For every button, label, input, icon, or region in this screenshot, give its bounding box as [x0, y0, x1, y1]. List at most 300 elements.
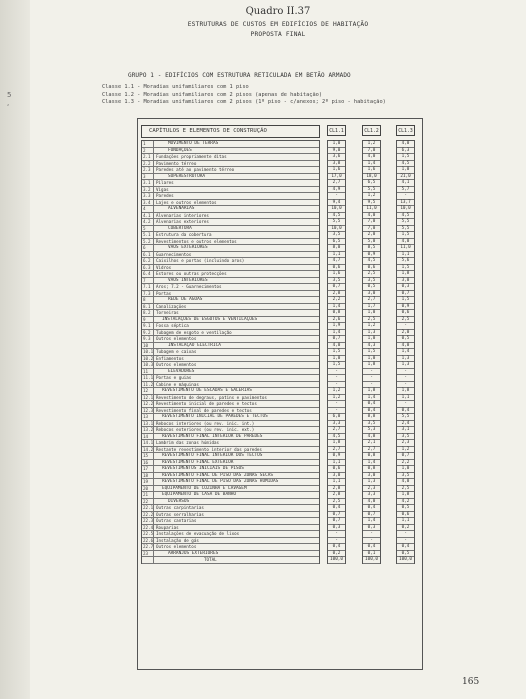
row-label: Fundações propriamente ditas — [156, 154, 227, 159]
row-label: Alvenarias exteriores — [156, 219, 209, 224]
row-label: Outros elementos — [156, 362, 197, 367]
row-code: 12 — [142, 388, 154, 394]
row-label: Paredes até ao pavimento térreo — [156, 167, 235, 172]
value-cell: 9,0 — [328, 148, 345, 155]
row-code: 6.2 — [142, 258, 154, 264]
value-cell: 4,0 — [363, 213, 380, 220]
row-label: REVESTIMENTO FINAL DE PISO DAS ZONAS SECAS — [162, 472, 274, 478]
value-cell: 0,2 — [397, 525, 414, 532]
value-cell: - — [363, 382, 380, 389]
row-label: REVESTIMENTO DE ESCADAS E GALERIAS — [162, 388, 252, 393]
value-cell: 3,5 — [328, 232, 345, 239]
row-label: ELEVADORES — [168, 368, 195, 374]
value-cell: 1,8 — [397, 388, 414, 395]
column-header: CL1.2 — [362, 125, 381, 136]
value-cell: 13,7 — [397, 200, 414, 207]
value-cell: - — [363, 531, 380, 538]
value-cell: 5,3 — [363, 427, 380, 434]
value-cells — [362, 140, 381, 564]
row-label: Revestimento final de paredes e tectos — [156, 407, 252, 413]
value-cell: 1,2 — [328, 388, 345, 395]
row-label: Torneiras — [156, 310, 179, 315]
value-cell: 2,8 — [328, 492, 345, 499]
value-cell: 18,0 — [363, 174, 380, 181]
value-cell: 1,0 — [397, 167, 414, 174]
value-cell: 1,0 — [363, 356, 380, 363]
value-cell: 2,2 — [328, 297, 345, 304]
value-cell: 0,3 — [397, 284, 414, 291]
value-cell: 1,7 — [363, 304, 380, 311]
row-code: 6.1 — [142, 252, 154, 258]
row-label: REVESTIMENTO FINAL EXTERIOR — [162, 459, 234, 465]
row-code: 22.5 — [143, 531, 154, 536]
value-cell: 6,3 — [397, 148, 414, 155]
value-cell: 4,0 — [397, 343, 414, 350]
value-cell: 7,0 — [363, 226, 380, 233]
quadro-label: Quadro II.37 — [245, 6, 311, 17]
row-label: REVESTIMENTOS INICIAIS DE PISOS — [162, 466, 244, 471]
row-code: 16 — [142, 460, 154, 466]
page-number: 165 — [462, 677, 480, 687]
value-cell: 1,6 — [328, 271, 345, 278]
row-label: ARRANJOS EXTERIORES — [168, 550, 219, 556]
value-cell: 0,1 — [363, 551, 380, 558]
value-cell: 3,0 — [328, 473, 345, 480]
value-cell: 0,6 — [397, 310, 414, 317]
value-cell: - — [397, 382, 414, 389]
row-label: Canalizações — [156, 303, 187, 309]
value-cell: 4,0 — [328, 343, 345, 350]
row-code: 21 — [142, 492, 154, 498]
value-cell: - — [397, 369, 414, 376]
value-cell: 5,5 — [328, 219, 345, 226]
row-label: Portas — [156, 290, 172, 296]
row-label: Paredes — [156, 193, 174, 198]
row-code: 1 — [142, 141, 154, 147]
value-cell: 1,5 — [328, 349, 345, 356]
value-cell: - — [397, 538, 414, 545]
value-cell: 1,1 — [328, 252, 345, 259]
value-cell: 1,0 — [363, 310, 380, 317]
document-subtitle: PROPOSTA FINAL — [250, 31, 306, 38]
value-cell: - — [328, 375, 345, 382]
value-cell: 2,6 — [328, 317, 345, 324]
value-cell: 0,4 — [363, 401, 380, 408]
value-cell: 3,3 — [328, 421, 345, 428]
value-cell: 7,0 — [363, 219, 380, 226]
row-label: Vidros — [156, 264, 172, 270]
row-code: 6.4 — [142, 271, 154, 277]
value-cell: 2,7 — [363, 297, 380, 304]
value-cell: 1,4 — [363, 395, 380, 402]
row-code: 22 — [142, 499, 154, 505]
value-cell: 0,3 — [328, 525, 345, 532]
value-cell: 9,4 — [328, 200, 345, 207]
row-code: 18 — [142, 473, 154, 479]
value-cell: 3,0 — [397, 278, 414, 285]
value-cell: 11,0 — [397, 245, 414, 252]
row-label: Estores ou outras protecções — [156, 271, 227, 276]
row-label: REVESTIMENTO FINAL INTERIOR DE PAREDES — [162, 433, 263, 439]
value-cell: 0,4 — [363, 505, 380, 512]
value-cell: 3,1 — [397, 427, 414, 434]
row-label: Estrutura da cobertura — [156, 232, 212, 237]
row-label: REDE DE ÁGUAS — [168, 297, 203, 302]
row-code: 17 — [142, 466, 154, 472]
row-code: 23 — [142, 551, 154, 557]
gutter-mark: 5 — [7, 91, 12, 99]
group-heading: GRUPO 1 - EDIFÍCIOS COM ESTRUTURA RETICULADA EM BETÃO ARMADO — [128, 72, 351, 79]
value-cell: 1,2 — [363, 193, 380, 200]
row-code: 14.2 — [143, 446, 154, 452]
value-cell: 1,6 — [363, 167, 380, 174]
value-cell: 3,5 — [397, 473, 414, 480]
value-cell: 4,5 — [328, 434, 345, 441]
row-label: ALVENARIAS — [168, 206, 195, 211]
value-cell: 6,5 — [363, 180, 380, 187]
value-cell: 0,9 — [397, 304, 414, 311]
value-cell: 5,5 — [397, 219, 414, 226]
row-code: 3 — [142, 174, 154, 180]
value-cell: 0,5 — [397, 505, 414, 512]
row-code: 12.2 — [143, 401, 154, 406]
value-cell: 2,3 — [363, 486, 380, 493]
value-cell: 1,5 — [397, 154, 414, 161]
row-code: 11.2 — [143, 381, 154, 387]
value-cell: 2,5 — [363, 317, 380, 324]
row-label: Caixilhos e portas (incluindo aros) — [156, 258, 245, 263]
value-cell: 1,5 — [397, 265, 414, 272]
value-cell: 0,9 — [328, 453, 345, 460]
class-line: Classe 1.2 - Moradias unifamiliares com 2 pisos (apenas de habitação) — [102, 91, 323, 98]
value-cell: - — [328, 382, 345, 389]
value-cell: 3,0 — [363, 473, 380, 480]
row-code — [142, 557, 154, 563]
value-cell: 2,7 — [363, 447, 380, 454]
value-cell: 5,6 — [397, 258, 414, 265]
row-code: 9.3 — [142, 336, 154, 342]
value-cell: 0,2 — [328, 551, 345, 558]
row-code: 8.1 — [142, 304, 154, 310]
row-code: 12.1 — [143, 394, 154, 400]
row-label: Instalação de gás — [156, 537, 199, 543]
row-label: REVESTIMENTO FINAL INTERIOR DOS TECTOS — [162, 453, 263, 458]
row-code: 2.2 — [142, 161, 154, 167]
row-label: FUNDAÇÕES — [168, 147, 192, 153]
value-cell: - — [328, 193, 345, 200]
row-code: 14 — [142, 434, 154, 440]
row-label: Restante revestimento interior das paredes — [156, 446, 262, 452]
row-code: 10.2 — [143, 355, 154, 361]
row-label: Outros elementos — [156, 544, 197, 549]
row-code: 15 — [142, 453, 154, 459]
value-cell: 1,4 — [363, 161, 380, 168]
value-cell: 3,5 — [397, 434, 414, 441]
row-label: DIVERSOS — [168, 498, 190, 504]
value-cell: 8,8 — [363, 414, 380, 421]
column-header: CL1.1 — [327, 125, 346, 136]
value-cell: 0,7 — [328, 512, 345, 519]
value-cell: 3,5 — [363, 278, 380, 285]
value-cell: 0,4 — [328, 544, 345, 551]
value-cell: 1,5 — [363, 349, 380, 356]
value-cell: 3,0 — [363, 291, 380, 298]
row-code: 5 — [142, 226, 154, 232]
value-cell: 2,7 — [328, 447, 345, 454]
value-cell: 1,4 — [363, 518, 380, 525]
row-code: 22.7 — [143, 544, 154, 549]
class-line: Classe 1.1 - Moradias unifamiliares com 1 piso — [102, 84, 249, 90]
value-cell: 1,9 — [328, 323, 345, 330]
value-cell: - — [328, 408, 345, 415]
row-label: Revestimento inicial de paredes e tectos — [156, 401, 257, 406]
chapters-table — [141, 125, 320, 562]
row-code: 3.4 — [142, 200, 154, 206]
value-cell: 0,6 — [397, 512, 414, 519]
value-cell: 10,0 — [328, 226, 345, 233]
value-cell: 1,6 — [328, 167, 345, 174]
value-cell: - — [328, 538, 345, 545]
row-code: 3.3 — [142, 193, 154, 199]
value-cell: 4,8 — [363, 434, 380, 441]
value-cell: 5,5 — [363, 187, 380, 194]
value-cell: 1,8 — [397, 492, 414, 499]
row-code: 11.1 — [143, 375, 154, 380]
row-label: COBERTURA — [168, 225, 192, 231]
value-cell: 7,0 — [363, 148, 380, 155]
value-cell: 21,0 — [397, 174, 414, 181]
value-cell: 2,7 — [328, 180, 345, 187]
value-cell: 0,4 — [363, 544, 380, 551]
row-code: 7 — [142, 278, 154, 284]
value-cell: 1,1 — [328, 460, 345, 467]
row-code: 2.3 — [142, 167, 154, 173]
row-code: 8.2 — [142, 310, 154, 316]
value-cell: 3,5 — [328, 278, 345, 285]
value-cell: 3,6 — [328, 154, 345, 161]
value-cell: 0,6 — [328, 265, 345, 272]
row-code: 22.3 — [143, 518, 154, 523]
row-code: 10.3 — [143, 362, 154, 367]
value-cell: 6,0 — [328, 414, 345, 421]
value-cell: 1,3 — [397, 356, 414, 363]
value-cell: 2,0 — [363, 232, 380, 239]
row-code: 5.2 — [142, 239, 154, 245]
row-code: 13.1 — [143, 420, 154, 426]
value-cell: 9,5 — [363, 200, 380, 207]
value-cells — [396, 140, 415, 564]
row-label: SUPERESTRUTURA — [168, 173, 206, 179]
chapters-header: CAPÍTULOS E ELEMENTOS DE CONSTRUÇÃO — [141, 125, 320, 138]
value-cell: - — [397, 375, 414, 382]
value-cell: 4,3 — [363, 343, 380, 350]
value-cells — [327, 140, 346, 564]
column-header: CL1.3 — [396, 125, 415, 136]
value-cell: 0,4 — [397, 544, 414, 551]
row-label: VÃOS INTERIORES — [168, 277, 208, 283]
value-cell: 4,7 — [328, 258, 345, 265]
class-line: Classe 1.3 - Moradias unifamiliares com 2 pisos (1º piso - c/anexos; 2º piso - habitação) — [102, 99, 386, 106]
value-cell: 4,2 — [397, 499, 414, 506]
value-cell: 8,0 — [328, 245, 345, 252]
row-code: 2 — [142, 148, 154, 154]
value-cell: 4,0 — [363, 499, 380, 506]
value-cell: 8,5 — [363, 245, 380, 252]
value-cell: 6,5 — [328, 239, 345, 246]
row-label: Pavimento térreo — [156, 160, 197, 166]
row-label: EQUIPAMENTO DE CASA DE BANHO — [162, 492, 237, 497]
value-cell: - — [328, 401, 345, 408]
row-code: 8 — [142, 297, 154, 303]
row-code: 2.1 — [142, 154, 154, 160]
value-cell: 1,1 — [328, 479, 345, 486]
row-label: REVESTIMENTO FINAL DE PISO DAS ZONAS HÚMIDAS — [162, 479, 279, 484]
value-cell: 0,7 — [397, 453, 414, 460]
row-label: Alvenarias interiores — [156, 212, 209, 218]
value-cell: 0,6 — [363, 265, 380, 272]
value-cell: 0,5 — [397, 551, 414, 558]
value-cell: 1,1 — [397, 518, 414, 525]
row-label: EQUIPAMENTO DE COZINHA E LAVAGEM — [162, 485, 247, 491]
value-cell: 1,1 — [397, 395, 414, 402]
row-code: 7.1 — [142, 284, 154, 290]
value-cell: 0,3 — [363, 525, 380, 532]
row-code: 22.1 — [143, 505, 154, 510]
value-column-cl13 — [396, 125, 415, 562]
value-cell: 4,1 — [397, 180, 414, 187]
row-code: 7.3 — [142, 291, 154, 297]
row-label: Rebocos interiores (ou rev. inic. int.) — [156, 420, 255, 426]
value-cell: 4,5 — [328, 213, 345, 220]
value-cell: 2,7 — [328, 427, 345, 434]
value-cell: 5,5 — [397, 414, 414, 421]
row-label: Vigas — [156, 186, 169, 192]
value-cell: - — [363, 538, 380, 545]
row-code: 13.2 — [143, 427, 154, 432]
gutter-mark: , — [7, 99, 10, 107]
row-label: Enfiamentos — [156, 355, 184, 361]
value-cell: 2,5 — [397, 317, 414, 324]
row-label: Outras carpintarias — [156, 505, 204, 510]
row-code: 13 — [142, 414, 154, 420]
value-cell: 100,0 — [363, 557, 380, 564]
value-cell: 0,4 — [328, 505, 345, 512]
value-cell: 2,2 — [397, 460, 414, 467]
value-cell: 10,0 — [328, 206, 345, 213]
value-cell: 0,7 — [363, 512, 380, 519]
row-code: 5.1 — [142, 232, 154, 238]
row-code: 4.2 — [142, 219, 154, 225]
value-cell: 4,0 — [397, 239, 414, 246]
value-cell: 1,2 — [328, 395, 345, 402]
value-cell: 4,9 — [328, 187, 345, 194]
row-label: Revestimentos e outros elementos — [156, 238, 237, 244]
row-label: Revestimento de degraus, patins e pavimentos — [156, 394, 267, 400]
value-cell: 1,4 — [363, 460, 380, 467]
value-cell: 1,3 — [363, 479, 380, 486]
value-cell: 5,7 — [397, 187, 414, 194]
value-cell: 11,0 — [363, 206, 380, 213]
value-cell: 1,4 — [328, 304, 345, 311]
row-code: 9.1 — [142, 323, 154, 329]
value-cell: 1,8 — [397, 271, 414, 278]
value-cell: 4,5 — [397, 213, 414, 220]
value-cell: 100,0 — [397, 557, 414, 564]
value-cell: 4,0 — [397, 141, 414, 148]
value-cell: 3,8 — [328, 161, 345, 168]
row-label: Fossa séptica — [156, 323, 189, 328]
row-code: 12.3 — [143, 407, 154, 413]
value-cell: - — [363, 375, 380, 382]
row-code: 22.6 — [143, 537, 154, 543]
value-column-cl12 — [362, 125, 381, 562]
value-cell: 4,0 — [397, 479, 414, 486]
value-cell: - — [397, 323, 414, 330]
value-cell: 1,3 — [363, 330, 380, 337]
value-cell: 1,0 — [328, 141, 345, 148]
value-cell: 1,0 — [363, 336, 380, 343]
row-label: Instalações de evacuação de lixos — [156, 531, 240, 536]
row-code: 19 — [142, 479, 154, 485]
value-cell: 0,4 — [363, 408, 380, 415]
row-label: Lajes e outros elementos — [156, 199, 217, 205]
row-code: 4 — [142, 206, 154, 212]
value-cell: 1,5 — [397, 232, 414, 239]
value-cell: 2,5 — [397, 486, 414, 493]
value-cell: 2,5 — [363, 271, 380, 278]
row-code: 3.1 — [142, 180, 154, 186]
value-cell: 2,1 — [363, 440, 380, 447]
row-code: 3.2 — [142, 187, 154, 193]
row-label: Lambrim das zonas húmidas — [156, 440, 220, 445]
value-cell: - — [397, 401, 414, 408]
row-label: Outros elementos — [156, 336, 197, 341]
value-cell: - — [397, 531, 414, 538]
value-cell: 4,5 — [363, 258, 380, 265]
value-cell: 1,4 — [397, 349, 414, 356]
value-cell: 2,3 — [397, 440, 414, 447]
value-cell: 1,5 — [397, 297, 414, 304]
value-cell: 1,2 — [363, 323, 380, 330]
value-cell: 0,7 — [397, 291, 414, 298]
value-cell: 2,4 — [397, 421, 414, 428]
value-cell: 0,8 — [328, 310, 345, 317]
value-cell: 2,8 — [328, 291, 345, 298]
value-cell: 5,0 — [363, 239, 380, 246]
value-column-cl11 — [327, 125, 346, 562]
row-code: 14.1 — [143, 440, 154, 445]
value-cell: 0,7 — [328, 284, 345, 291]
value-cell: 1,2 — [397, 447, 414, 454]
row-label: MOVIMENTO DE TERRAS — [168, 141, 219, 146]
value-cell: 1,5 — [328, 362, 345, 369]
value-cell: 4,5 — [397, 161, 414, 168]
value-cell: - — [363, 369, 380, 376]
row-label: INSTALAÇÃO ELÉCTRICA — [168, 342, 221, 348]
value-cell: 17,0 — [328, 174, 345, 181]
value-cell: - — [328, 369, 345, 376]
value-cell: 0,5 — [397, 336, 414, 343]
row-code: 11 — [142, 369, 154, 375]
value-cell: 0,8 — [363, 466, 380, 473]
row-code: 9 — [142, 317, 154, 323]
row-label: Rouparias — [156, 524, 179, 530]
row-code: 9.2 — [142, 330, 154, 336]
value-cell: 0,7 — [328, 518, 345, 525]
value-cell: 4,0 — [363, 154, 380, 161]
value-cell: 0,5 — [363, 284, 380, 291]
row-label: Tubagem e caixas — [156, 349, 197, 354]
